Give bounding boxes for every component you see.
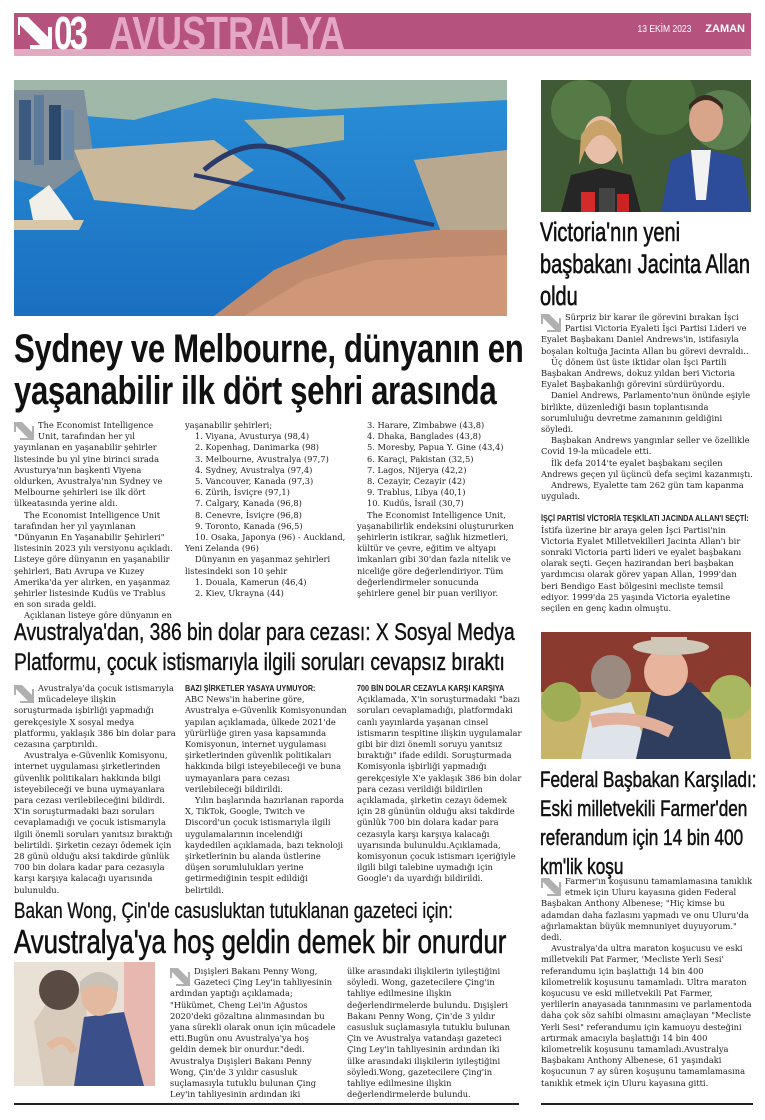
livable-city: 9. Toronto, Kanada (96,5) [195,520,303,531]
farmer-paragraph: Avustralya'da ultra maraton koşucusu ve eski milletvekili Pat Farmer, 'Mecliste Yerli Sesi' referandumu için başlattığı 14 bin 400 kilometrelik koşusunu tamamladı. Ultra maraton koşucusu ve eski milletvekili Pat Farmer, yerlilerin anayasada tanınmasını ve parlamentoda daha çok söz sahibi olmasını amaçlayan "Mecliste Yerli Sesi" referandumu için kamuoyu desteğini artırmak amacıyla başlattığı 14 bin 400 kilometrelik koşusunu tamamladı.Avustralya Başbakanı Anthony Albenese, 61 yaşındaki koşucunun 7 ay süren koşuşunu tamamlamasına tanıklık etmek için Uluru kayasına gitti. [541,943,752,1088]
x-fine-paragraph: Yılın başlarında hazırlanan raporda X, TikTok, Google, Twitch ve Discord'un çocuk istismarıyla ilgili uygulamalarının incelendiği kaydedilen açıklamada, bazı teknoloji şirketlerinin bu alanda üstlerine düşen sorumlulukları yerine getirmediğinin tespit edildiği belirtildi. [185,795,344,895]
livable-city: 4. Sydney, Avustralya (97,4) [195,464,313,475]
section-title: AVUSTRALYA [109,7,345,59]
lead-arrow-icon [541,314,561,332]
victoria-paragraph: İlk defa 2014'te eyalet başbakanı seçilen Andrews geçen yıl üçüncü defa seçimi kazanmıştı. [541,457,753,479]
least-livable-city: 3. Harare, Zimbabwe (43,8) [367,420,485,430]
victoria-body [541,312,753,614]
farmer-body [541,876,753,1089]
livable-city: 10. Osaka, Japonya (96) - Auckland, Yeni Zelanda (96) [185,532,346,554]
victoria-paragraph: Andrews, Eyalette tam 262 gün tam kapanma uyguladı. [541,480,744,502]
sydney-paragraph: Açıklanan listeye göre dünyanın en [24,610,172,621]
wong-headline-line-1: Bakan Wong, Çin'de casusluktan tutuklanan gazeteci için: [14,898,453,923]
victoria-paragraph: Üç dönem üst üste iktidar olan İşci Partili Başbakan Andrews, dokuz yıldan beri Victoria Eyalet Başbakanlığı görevini sürdürüyordu. [541,356,736,390]
least-livable-city: 9. Trablus, Libya (40,1) [367,487,466,498]
albanese-farmer-photo [541,632,751,759]
sydney-paragraph: The Economist Intelligence Unit tarafından her yıl yayınlanan "Dünyanın En Yaşanabilir Şehirleri" listesinin 2023 yılı versiyonu açıkladı. Listeye göre dünyanın en yaşanabilir şehirleri, Batı Avrupa ve Kuzey Amerika'da yer alırken, en yaşanmaz şehirler listesinde Kudüs ve Trablus en son sırada geldi. [14,509,173,610]
wong-headline-line-2: Avustralya'ya hoş geldin demek bir onurdur [14,923,507,960]
x-fine-paragraph: Avustralya'da çocuk istismarıyla mücadeleye ilişkin soruşturmada işbirliği yapmadığı gerekçesiyle X sosyal medya platformu, yaklaşık 386 bin dolar para cezasına çarptırıldı. [14,683,176,750]
least-livable-city: 1. Douala, Kamerun (46,4) [195,576,307,587]
livable-city: 1. Viyana, Avusturya (98,4) [195,431,310,442]
x-fine-column-3 [357,683,522,885]
sydney-column-2 [185,420,347,599]
least-livable-city: 8. Cezayir, Cezayir (42) [367,476,466,487]
victoria-paragraph: Daniel Andrews, Parlamento'nun önünde eşiyle birlikte, düzenlediği basın toplantısında sorumluluğu devretme zamanının geldiğini söyledi. [541,390,751,435]
x-fine-subhead-2: 700 BİN DOLAR CEZAYLA KARŞI KARŞIYA [357,684,505,693]
least-livable-city: 7. Lagos, Nijerya (42,2) [367,464,467,475]
sydney-headline: Sydney ve Melbourne, dünyanın en yaşanabilir ilk dört şehri arasında [14,327,524,413]
x-fine-paragraph: ABC News'in haberine göre, Avustralya e-Güvenlik Komisyonundan yapılan açıklamada, ülkede 2021'de yürürlüğe giren yasa kapsamında Komisyonun, internet uygulaması şirketlerinden güvenlik politikaları hakkında bilgi isteyebileceği ve buna uymayanlara para cezası verilebileceği bildirildi. [185,694,347,794]
livable-city: 2. Kopenhag, Danimarka (98) [195,442,319,453]
least-livable-city: 4. Dhaka, Banglades (43,8) [367,431,482,442]
least-livable-city: 5. Moresby, Papua Y. Gine (43,4) [367,442,504,453]
paper-name: ZAMAN [705,23,745,35]
wong-column-2 [347,966,519,1100]
wong-column-1 [170,966,336,1100]
x-fine-paragraph: Açıklamada, X'in soruşturmadaki "bazı soruları cevaplamadığı, platformdaki canlı yayınlarda yaşanan cinsel istismarın tespitine ilişkin uygulamalar gibi bir dizi önemli soruyu yanıtsız bıraktığı" ifade edildi. Soruşturmada Komisyonla işbirliği yapmadığı gerekçesiyle X'e yaklaşık 386 bin dolar para cezası verildiği bildirilen açıklamada, şirketin cezayı ödemek için 28 gününün olduğu aksi takdirde günlük 700 bin dolara kadar para cezasıyla karşı karşıya kalacağı uyarısında bulunuldu.Açıklamada, komisyonun çocuk istismarı içeriğiyle ilgili bilgi talebine uymadığı için Google'ı da uyardığı bildirildi. [357,694,522,884]
lead-arrow-icon [14,422,34,440]
victoria-paragraph: Sürpriz bir karar ile görevini bırakan İşci Partisi Victoria Eyaleti İşci Partisi Lideri ve Eyalet Başbakanı Daniel Andrews'in, istifasıyla boşalan koltuğa Jacinta Allan bu görevi devraldı.. [541,312,749,356]
x-fine-subhead-1: BAZI ŞİRKETLER YASAYA UYMUYOR: [185,684,316,693]
x-fine-column-2 [185,683,347,896]
issue-date: 13 EKİM 2023 [637,24,691,35]
x-fine-column-1 [14,683,176,896]
penny-wong-photo [14,962,155,1086]
jacinta-allan-photo [541,80,751,212]
victoria-paragraph: Başbakan Andrews yangınlar seller ve özellikle Covid 19-la mücadele etti. [541,435,750,457]
livable-city: 5. Vancouver, Kanada (97,3) [195,476,314,487]
livable-city: 6. Zürih, İsviçre (97,1) [195,487,290,498]
victoria-headline: Victoria'nın yeni başbakanı Jacinta Allan oldu [540,217,750,311]
bottom-rule [14,1103,519,1105]
lead-arrow-icon [170,968,190,986]
victoria-subhead: İŞÇİ PARTİSİ VİCTORİA TEŞKİLATI JACINDA ALLAN'I SEÇTİ: [541,514,749,524]
wong-paragraph: ülke arasındaki ilişkilerin iyileştiğini söyledi. Wong, gazetecilere Çing'in tahliye edilmesine ilişkin değerlendirmelerde bulundu. Dışişleri Bakanı Penny Wong, Çin'de 3 yıldır casusluk suçlamasıyla tutuklu bulunan Çin ve Avustralya vatandaşı gazeteci Çing Ley'in tahliyesinin ardından iki ülke arasındaki ilişkilerin iyileştiğini söyledi.Wong, gazetecilere Çing'in tahliye edilmesine ilişkin değerlendirmelerde bulundu. [347,966,510,1100]
least-livable-city: 6. Karaçi, Pakistan (32,5) [367,453,474,464]
livable-intro: yaşanabilir şehirleri; [185,420,273,430]
sydney-column-1 [14,420,176,622]
livable-city: 3. Melbourne, Avustralya (97,7) [195,453,329,464]
sydney-paragraph: The Economist Intelligence Unit, tarafından her yıl yayınlanan en yaşanabilir şehirler listesinde bu yıl yine birinci sırada Avusturya'nın başkenti Viyena oldurken, Avustralya'nın Sydney ve Melbourne şehirleri ise ilk dört ülkeatasında yerine aldı. [14,420,163,509]
least-livable-city: 2. Kiev, Ukrayna (44) [195,588,284,599]
livable-city: 8. Cenevre, İsviçre (96,8) [195,509,302,520]
livable-city: 7. Calgary, Kanada (96,8) [195,498,302,509]
lead-arrow-icon [541,878,561,896]
farmer-headline: Federal Başbakan Karşıladı: Eski milletvekili Farmer'den referandum için 14 bin 400 km'lik koşu [540,767,757,879]
victoria-subhead-body: İstifa üzerine bir araya gelen İşci Partisi'nin Victoria Eyalet Milletvekilleri Jacinta Allan'ı bir sonraki Victoria parti lideri ve eyalet başbakanı olarak seçti. Geçen hazirandan beri başbakan yardımcısı olarak görev yapan Allan, 1999'dan beri Bendigo East bölgesini mecliste temsil ediyor. 1999'da 25 yaşında Victoria eyaletine seçilen en genç kadın olmuştu. [541,524,742,614]
x-fine-headline: Avustralya'dan, 386 bin dolar para cezası: X Sosyal Medya Platformu, çocuk istismarıyla ilgili soruları cevapsız bıraktı [14,619,515,676]
sydney-closing: The Economist Intelligence Unit, yaşanabilirlik endeksini oluştururken şehirlerin istikrar, sağlık hizmetleri, kültür ve çevre, eğitim ve altyapı imkanları gibi 30'dan fazla nitelik ve niceliğe göre değerlendiriyor. Tüm değerlendirmeler sonucunda şehirlere genel bir puan veriliyor. [357,509,514,599]
lead-arrow-icon [14,685,34,703]
x-fine-paragraph: Avustralya e-Güvenlik Komisyonu, internet uygulaması şirketlerinden güvenlik politikaları hakkında bilgi isteyebileceği ve buna uymayanlara para cezası verilebileceğini bildirdi. X'in soruşturmadaki bazı soruları cevaplamadığı ve çocuk istismarıyla ilgili önemli soruları yanıtsız bıraktığı belirtildi. Şirketin cezayı ödemek için 28 günü olduğu aksi takdirde günlük 700 bin dolara kadar para cezasıyla karşı karşıya kalacağı uyarısında bulunuldu. [14,750,173,895]
least-livable-intro: Dünyanın en yaşanmaz şehirleri listesindeki son 10 şehir [185,554,331,576]
least-livable-city: 10. Kudüs, İsrail (30,7) [367,498,464,509]
page-number: 03 [54,7,86,59]
wong-paragraph: Dışişleri Bakanı Penny Wong, Gazeteci Çing Ley'in tahliyesinin ardından yaptığı açıklamada; "Hükümet, Cheng Lei'in Ağustos 2020'deki gözaltına alınmasından bu yana sürekli olarak onun için mücadele etti.Bugün onu Avustralya'ya hoş geldin demek bir onurdur."dedi. Avustralya Dışişleri Bakanı Penny Wong, Çin'de 3 yıldır casusluk suçlamasıyla tutuklu bulunan Çing Ley'in tahliyesinin ardından iki [170,966,336,1100]
sydney-harbour-photo [14,80,507,316]
bottom-rule [541,1103,753,1105]
section-masthead [14,7,751,59]
diagonal-arrow-icon [14,13,52,49]
sydney-column-3 [357,420,517,599]
farmer-paragraph: Farmer'ın koşusunu tamamlamasına tanıklık etmek için Uluru kayasına giden Federal Başbakan Anthony Albenese; "Hiç kimse bu adamdan daha fazlasını yapmadı ve onu Uluru'da ağırlamaktan büyük memnuniyet duyuyorum." dedi. [541,876,753,943]
